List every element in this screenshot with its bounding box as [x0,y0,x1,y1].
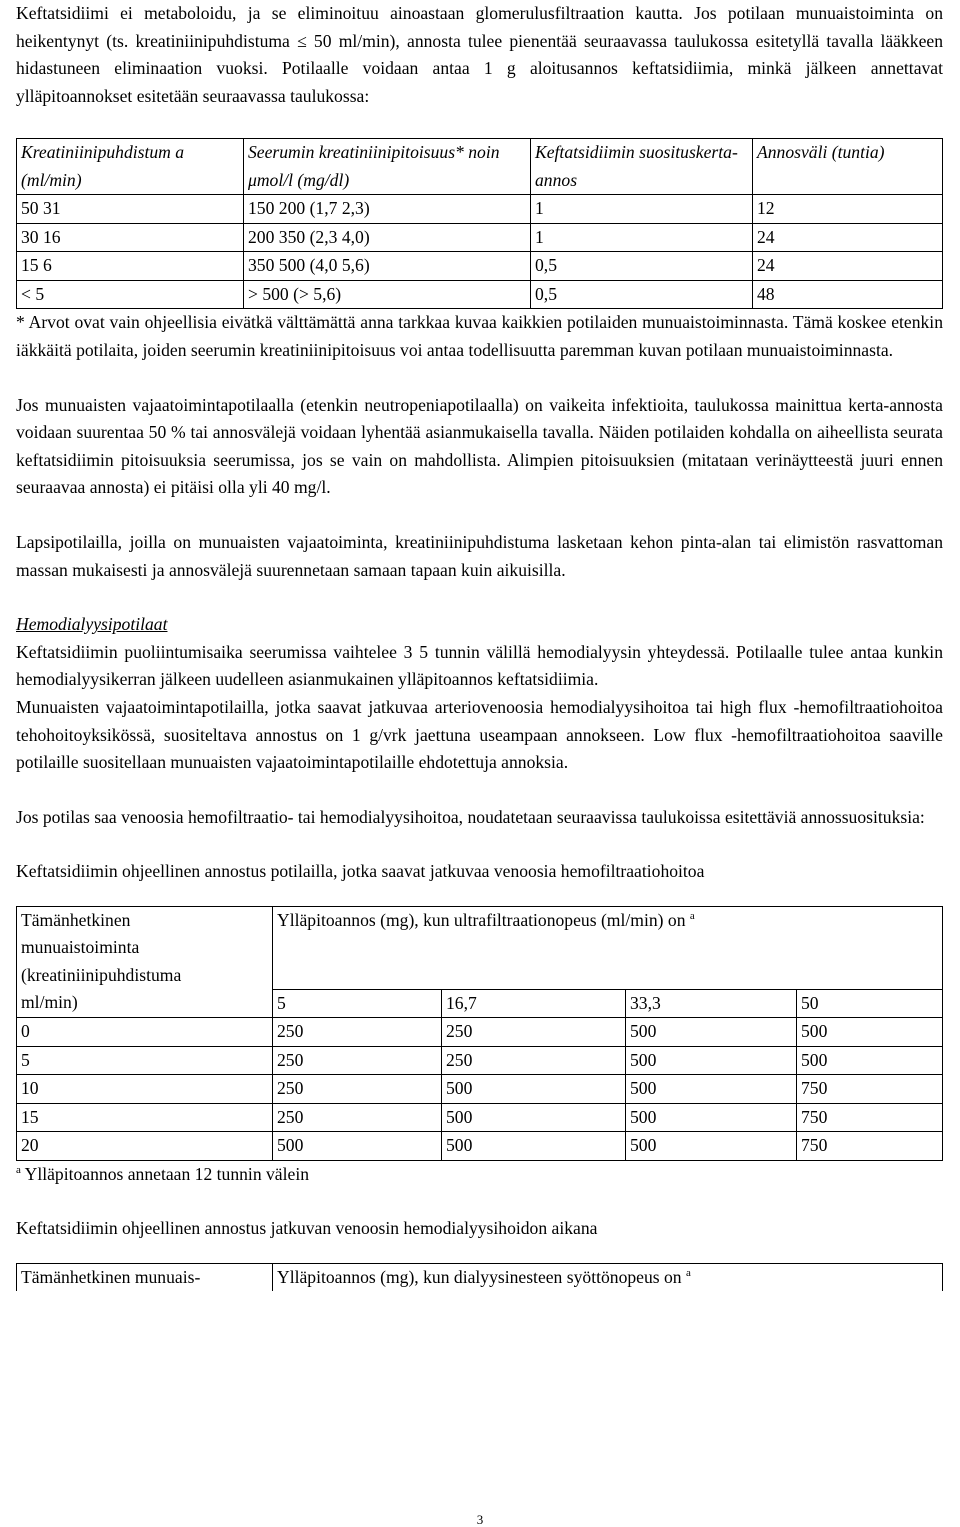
footnote-marker: a [686,1267,691,1280]
group-header-text: Ylläpitoannos (mg), kun ultrafiltraationopeus (ml/min) on [277,909,686,930]
pediatric-paragraph: Lapsipotilailla, joilla on munuaisten vajaatoiminta, kreatiniinipuhdistuma lasketaan kehon pinta-alan tai elimistön rasvattoman massan mukaisesti ja annosvälejä suurennetaan samaan tapaan kuin aikuisilla. [16,531,943,580]
table-row [17,1103,943,1132]
table-cell: 250 [273,1046,442,1075]
severe-infection-paragraph: Jos munuaisten vajaatoimintapotilaalla (etenkin neutropeniapotilaalla) on vaikeita infektioita, taulukossa mainittua kerta-annosta voidaan suurentaa 50 % tai annosvälejä voidaan lyhentää asianmukaisella tavalla. Näiden potilaiden kohdalla on aiheellista seurata keftatsidiimin pitoisuuksia seerumissa, jos se vain on mahdollista. Alimpien pitoisuuksien (mitataan verinäytteestä juuri ennen seuraavaa annosta) ei pitäisi olla yli 40 mg/l. [16,394,943,498]
table-cell: 20 [17,1132,273,1161]
table-header-cell: 50 [797,989,943,1018]
table-cell: 1 [531,195,753,224]
table-caption: Keftatsidiimin ohjeellinen annostus potilailla, jotka saavat jatkuvaa venoosia hemofiltraatiohoitoa [16,861,705,882]
table-header-row [17,139,943,195]
table-cell: 500 [797,1046,943,1075]
table-cell: 150 200 (1,7 2,3) [244,195,531,224]
table-cell: 24 [753,252,943,281]
table-header-cell: Tämänhetkinen munuais- [17,1264,273,1292]
table-cell: 500 [626,1132,797,1161]
table-cell: 500 [626,1018,797,1047]
footnote-marker: a [16,1163,21,1176]
table-cell: 750 [797,1132,943,1161]
table-cell: 15 [17,1103,273,1132]
table-cell: 500 [626,1075,797,1104]
table-header-cell [17,906,273,1018]
table-cell: 15 6 [17,252,244,281]
table-cell: 250 [273,1103,442,1132]
table-cell: 250 [442,1046,626,1075]
table-cell: 0,5 [531,280,753,309]
table-group-header [273,1264,943,1292]
table-header-cell: Annosväli (tuntia) [753,139,943,195]
table-row [17,195,943,224]
table-footnote: * Arvot ovat vain ohjeellisia eivätkä välttämättä anna tarkkaa kuvaa kaikkien potilaiden munuaistoiminnasta. Tämä koskee etenkin iäkkäitä potilaita, joiden seerumin kreatiniinipitoisuus voi antaa todellisuutta paremman kuvan potilaan munuaistoiminnasta. [16,312,943,360]
table-row [17,1018,943,1047]
table-header-cell: Seerumin kreatiniinipitoisuus* noin μmol/l (mg/dl) [244,139,531,195]
table-cell: 500 [626,1046,797,1075]
table-cell: 24 [753,223,943,252]
table-footnote [16,1161,943,1189]
table-cell: 5 [17,1046,273,1075]
table-row [17,1075,943,1104]
table-cell: 250 [273,1018,442,1047]
table-caption: Keftatsidiimin ohjeellinen annostus jatkuvan venoosin hemodialyysihoidon aikana [16,1218,598,1239]
page-number: 3 [476,1512,484,1527]
table-header-cell: 5 [273,989,442,1018]
table-cell: 750 [797,1103,943,1132]
table-cell: 0 [17,1018,273,1047]
venous-therapy-paragraph: Jos potilas saa venoosia hemofiltraatio- tai hemodialyysihoitoa, noudatetaan seuraavissa taulukoissa esitettäviä annossuosituksia: [16,806,925,827]
table-cell: 350 500 (4,0 5,6) [244,252,531,281]
table-header-row [17,906,943,989]
table-header-cell: Keftatsidiimin suosituskerta-annos [531,139,753,195]
group-header-text: Ylläpitoannos (mg), kun dialyysinesteen syöttönopeus on [277,1267,682,1288]
table-cell: 500 [797,1018,943,1047]
footnote-text: Ylläpitoannos annetaan 12 tunnin välein [24,1163,310,1184]
document-page [16,0,943,1291]
table-header-cell: Kreatiniinipuhdistum a (ml/min) [17,139,244,195]
table-cell: < 5 [17,280,244,309]
table-cell: 500 [442,1075,626,1104]
continuous-hemodialysis-paragraph: Munuaisten vajaatoimintapotilailla, jotka saavat jatkuvaa arteriovenoosia hemodialyysihoitoa tai high flux -hemofiltraatiohoitoa tehohoitoyksikössä, suositeltava annostus on 1 g/vrk jaettuna useampaan annokseen. Low flux -hemofiltraatiohoitoa saaville potilaille suositellaan munuaisten vajaatoimintapotilaille ehdotettuja annoksia. [16,696,943,773]
table-cell: 10 [17,1075,273,1104]
table-header-row [17,1264,943,1292]
intro-paragraph: Keftatsidiimi ei metaboloidu, ja se eliminoituu ainoastaan glomerulusfiltraation kautta. Jos potilaan munuaistoiminta on heikentynyt (ts. kreatiniinipuhdistuma ≤ 50 ml/min), annosta tulee pienentää seuraavassa taulukossa esitetyllä tavalla lääkkeen hidastuneen eliminaation vuoksi. Potilaalle voidaan antaa 1 g aloitusannos keftatsidiimia, minkä jälkeen annettavat ylläpitoannokset esitetään seuraavassa taulukossa: [16,3,943,106]
table-row [17,280,943,309]
table-cell: 750 [797,1075,943,1104]
table-row [17,223,943,252]
corner-header-text: Tämänhetkinen munuaistoiminta (kreatiniinipuhdistuma ml/min) [21,909,182,1013]
table-row [17,252,943,281]
table-cell: > 500 (> 5,6) [244,280,531,309]
table-row [17,1046,943,1075]
section-heading: Hemodialyysipotilaat [16,614,168,635]
footnote-marker: a [689,909,695,922]
table-cell: 250 [442,1018,626,1047]
table-cell: 500 [442,1103,626,1132]
table-cell: 250 [273,1075,442,1104]
table-cell: 500 [442,1132,626,1161]
table-cell: 30 16 [17,223,244,252]
table-cell: 200 350 (2,3 4,0) [244,223,531,252]
table-cell: 12 [753,195,943,224]
table-cell: 500 [273,1132,442,1161]
table-cell: 50 31 [17,195,244,224]
hemodialysis-dosage-table [16,1263,943,1291]
hemofiltration-dosage-table [16,906,943,1161]
table-cell: 0,5 [531,252,753,281]
table-cell: 500 [626,1103,797,1132]
table-header-cell: 16,7 [442,989,626,1018]
table-header-cell: 33,3 [626,989,797,1018]
table-row [17,1132,943,1161]
table-cell: 48 [753,280,943,309]
table-group-header [273,906,943,989]
hemodialysis-paragraph: Keftatsidiimin puoliintumisaika seerumissa vaihtelee 3 5 tunnin välillä hemodialyysin yhteydessä. Potilaalle tulee antaa kunkin hemodialyysikerran jälkeen uudelleen asianmukainen ylläpitoannos keftatsidiimia. [16,641,943,690]
renal-dosage-table [16,138,943,309]
table-cell: 1 [531,223,753,252]
